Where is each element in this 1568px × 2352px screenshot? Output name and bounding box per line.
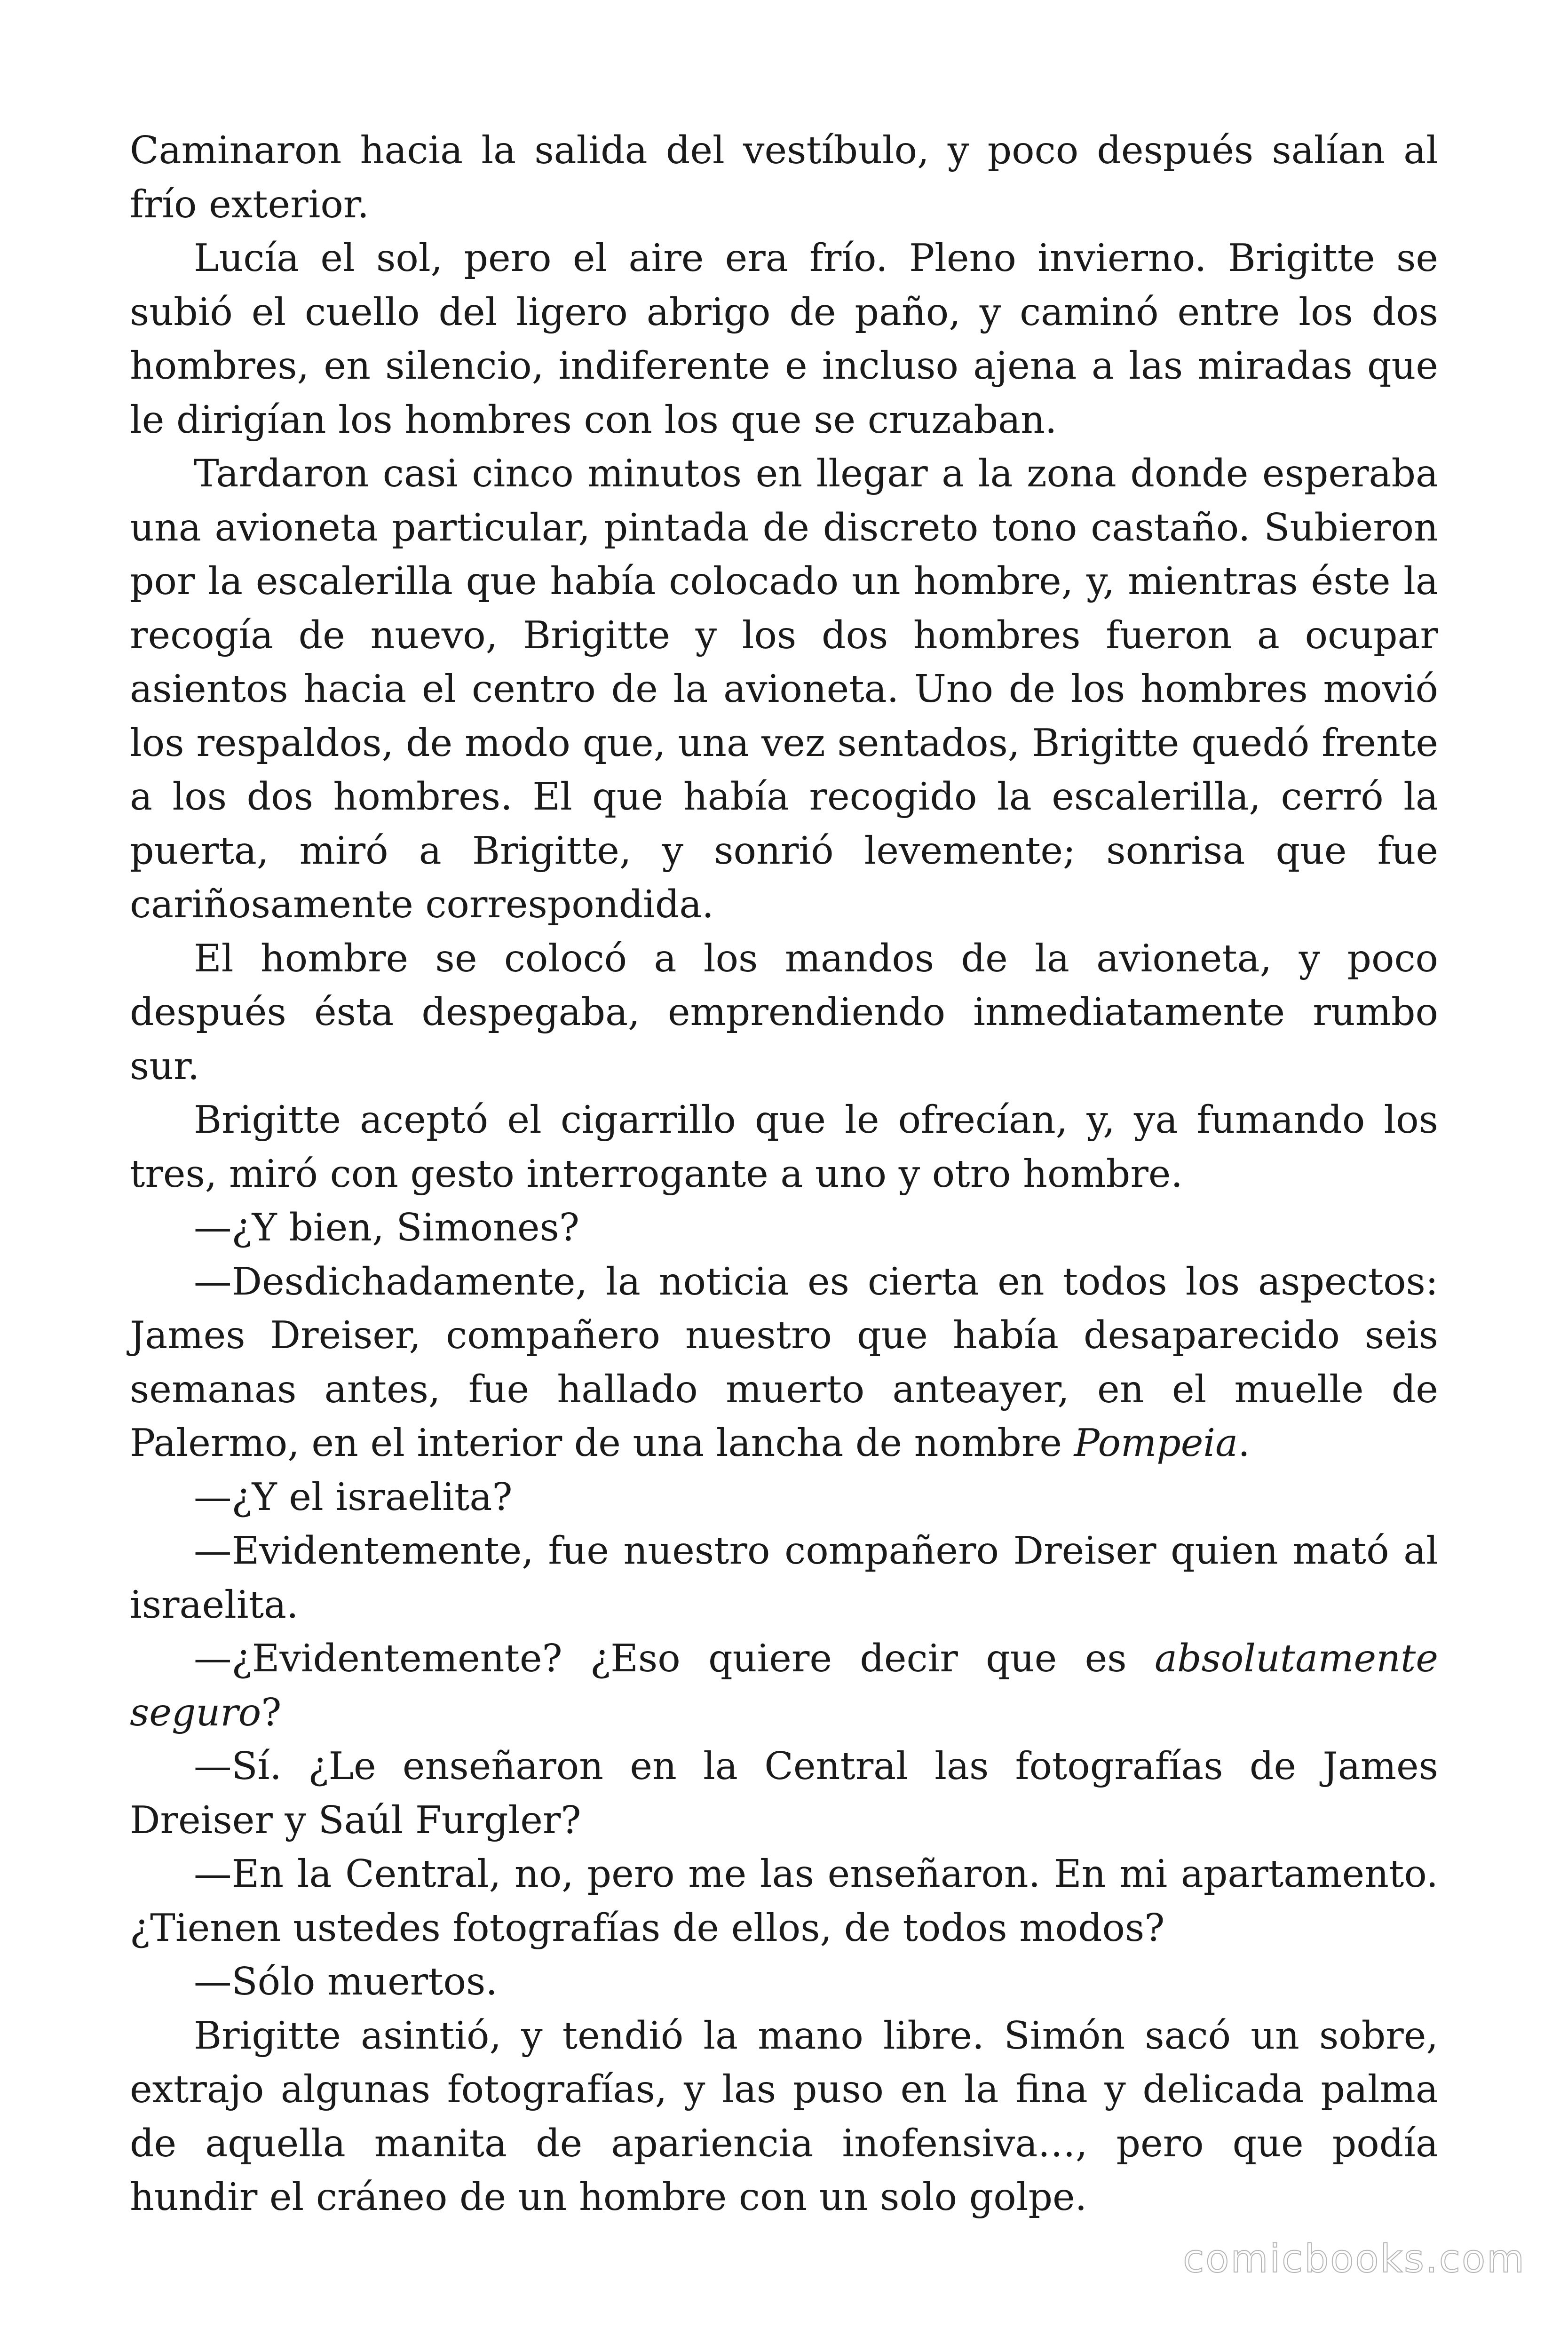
text-run: —¿Y el israelita? bbox=[194, 1474, 513, 1519]
paragraph bbox=[130, 123, 1438, 231]
dialogue-line bbox=[130, 1847, 1438, 1955]
paragraph bbox=[130, 446, 1438, 931]
text-run: —¿Y bien, Simones? bbox=[194, 1205, 579, 1249]
dialogue-line bbox=[130, 1739, 1438, 1847]
dialogue-line bbox=[130, 1955, 1438, 2009]
dialogue-line bbox=[130, 1631, 1438, 1739]
italic-emphasis: absolutamente seguro bbox=[130, 1636, 1438, 1734]
text-run: —Desdichadamente, la noticia es cierta en todos los aspectos: James Dreiser, compañero nuestro que había desaparecido seis semanas antes, fue hallado muerto anteayer, en el muelle de Palermo, en el interior de una lancha de nombre bbox=[130, 1259, 1438, 1465]
text-run: Caminaron hacia la salida del vestíbulo, y poco después salían al frío exterior. bbox=[130, 128, 1438, 226]
text-run: Tardaron casi cinco minutos en llegar a la zona donde esperaba una avioneta particular, pintada de discreto tono castaño. Subieron por la escalerilla que había colocado un hombre, y, mientras éste la recogía de nuevo, Brigitte y los dos hombres fueron a ocupar asientos hacia el centro de la avioneta. Uno de los hombres movió los respaldos, de modo que, una vez sentados, Brigitte quedó frente a los dos hombres. El que había recogido la escalerilla, cerró la puerta, miró a Brigitte, y sonrió levemente; sonrisa que fue cariñosamente correspondida. bbox=[130, 451, 1438, 926]
paragraph bbox=[130, 931, 1438, 1093]
text-run: Lucía el sol, pero el aire era frío. Pleno invierno. Brigitte se subió el cuello del ligero abrigo de paño, y caminó entre los dos hombres, en silencio, indiferente e incluso ajena a las miradas que le dirigían los hombres con los que se cruzaban. bbox=[130, 236, 1438, 442]
dialogue-line bbox=[130, 1524, 1438, 1631]
dialogue-line bbox=[130, 1470, 1438, 1524]
text-run: —Sí. ¿Le enseñaron en la Central las fotografías de James Dreiser y Saúl Furgler? bbox=[130, 1744, 1438, 1842]
text-run: . bbox=[1238, 1421, 1250, 1465]
text-run: —Sólo muertos. bbox=[194, 1959, 498, 2003]
text-run: ? bbox=[261, 1690, 282, 1734]
text-run: Brigitte asintió, y tendió la mano libre. Simón sacó un sobre, extrajo algunas fotografías, y las puso en la fina y delicada palma de aquella manita de apariencia inofensiva…, pero que podía hundir el cráneo de un hombre con un solo golpe. bbox=[130, 2013, 1438, 2219]
watermark: comicbooks.com bbox=[1183, 2237, 1526, 2281]
dialogue-line bbox=[130, 1200, 1438, 1255]
italic-boat-name: Pompeia bbox=[1074, 1421, 1238, 1465]
text-run: —¿Evidentemente? ¿Eso quiere decir que es bbox=[194, 1636, 1155, 1680]
paragraph bbox=[130, 231, 1438, 446]
paragraph bbox=[130, 2009, 1438, 2224]
dialogue-line bbox=[130, 1255, 1438, 1470]
text-run: Brigitte aceptó el cigarrillo que le ofrecían, y, ya fumando los tres, miró con gesto interrogante a uno y otro hombre. bbox=[130, 1097, 1438, 1196]
page-body bbox=[130, 123, 1438, 2224]
paragraph bbox=[130, 1093, 1438, 1200]
text-run: El hombre se colocó a los mandos de la avioneta, y poco después ésta despegaba, emprendiendo inmediatamente rumbo sur. bbox=[130, 936, 1438, 1088]
text-run: —En la Central, no, pero me las enseñaron. En mi apartamento. ¿Tienen ustedes fotografías de ellos, de todos modos? bbox=[130, 1851, 1438, 1950]
text-run: —Evidentemente, fue nuestro compañero Dreiser quien mató al israelita. bbox=[130, 1528, 1438, 1627]
